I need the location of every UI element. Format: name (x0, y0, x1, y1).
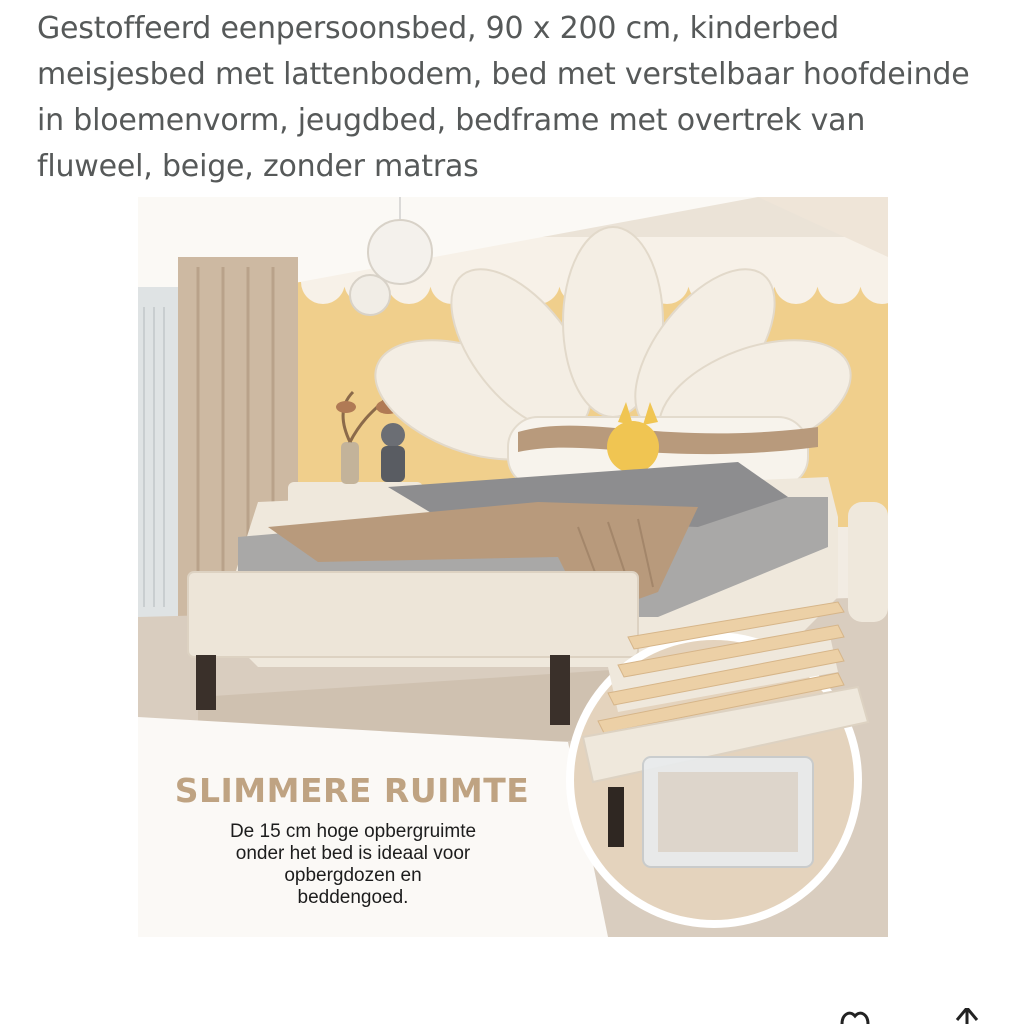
product-title: Gestoffeerd eenpersoonsbed, 90 x 200 cm, kinderbed meisjesbed met lattenbodem, bed met verstelbaar hoofdeinde in bloemenvorm, jeugdbed, bedframe met overtrek van fluweel, beige, zonder matras (37, 11, 970, 184)
promo-headline: SLIMMERE RUIMTE (174, 771, 530, 810)
heart-icon[interactable] (838, 1008, 872, 1028)
bottom-action-bar (830, 1008, 990, 1024)
product-image[interactable] (138, 197, 888, 937)
promo-description: De 15 cm hoge opbergruimte onder het bed is ideaal voor opbergdozen en beddengoed. (229, 821, 477, 908)
share-icon[interactable] (952, 1008, 982, 1028)
